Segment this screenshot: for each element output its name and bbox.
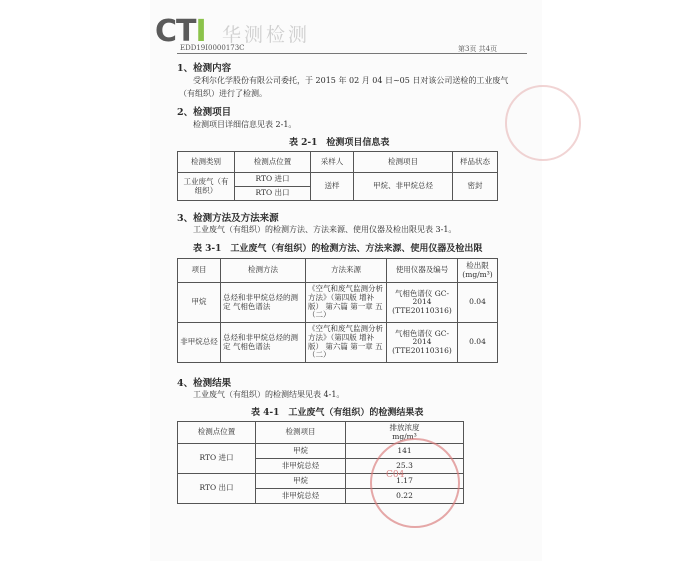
source-cell: 《空气和废气监测分析方法》（第四版 增补版） 第六篇 第一章 五（二） [306, 323, 387, 363]
section-1-text-line2: （有组织）进行了检测。 [179, 89, 267, 98]
value-cell: 1.17 [346, 474, 464, 489]
item-cell: 甲烷 [256, 474, 346, 489]
item-cell: 甲烷 [256, 444, 346, 459]
header-divider [177, 53, 527, 54]
method-cell: 总烃和非甲烷总烃的测定 气相色谱法 [221, 323, 306, 363]
point-cell: RTO 进口 [235, 173, 311, 187]
header-cell: 样品状态 [453, 152, 498, 173]
header-cell: 项目 [178, 259, 221, 283]
point-cell: RTO 出口 [235, 187, 311, 201]
header-cell: 检测项目 [354, 152, 453, 173]
section-2-title: 2、检测项目 [177, 107, 232, 118]
value-cell: 25.3 [346, 459, 464, 474]
section-4-title: 4、检测结果 [177, 378, 232, 389]
section-3-text: 工业废气（有组织）的检测方法、方法来源、使用仪器及检出限见表 3-1。 [193, 225, 457, 234]
section-1-text-line1: 受利尔化学股份有限公司委托，于 2015 年 02 月 04 日~05 日对该公司送检的工业废气 [193, 76, 509, 85]
table-row [178, 173, 498, 187]
table-2-1 [177, 151, 498, 201]
page-number: 第3页 共4页 [458, 45, 498, 53]
limit-cell: 0.04 [458, 323, 498, 363]
header-watermark: 华测检测 [222, 24, 311, 46]
table-2-1-caption: 表 2-1 检测项目信息表 [289, 138, 390, 148]
section-1-title: 1、检测内容 [177, 63, 232, 74]
section-4-text: 工业废气（有组织）的检测结果见表 4-1。 [193, 390, 345, 399]
table-header-row [178, 152, 498, 173]
item-cell: 非甲烷总烃 [256, 459, 346, 474]
table-header-row [178, 259, 498, 283]
table-3-1 [177, 258, 498, 363]
seal-code-mark: C04 [386, 470, 405, 480]
header-cell: 使用仪器及编号 [387, 259, 458, 283]
items-cell: 甲烷、非甲烷总烃 [354, 173, 453, 201]
limit-cell: 0.04 [458, 283, 498, 323]
value-cell: 141 [346, 444, 464, 459]
cti-logo: CTI [155, 14, 206, 49]
conc-header: 排放浓度 [389, 422, 420, 432]
point-cell: RTO 进口 [178, 444, 256, 474]
section-3-title: 3、检测方法及方法来源 [177, 213, 279, 224]
edge-seal-stamp [505, 85, 581, 161]
item-cell: 甲烷 [178, 283, 221, 323]
report-number: EDD19I0000173C [180, 44, 245, 52]
section-2-text: 检测项目详细信息见表 2-1。 [193, 120, 297, 129]
limit-unit: (mg/m³) [462, 269, 493, 279]
header-cell: 检测方法 [221, 259, 306, 283]
table-row [178, 283, 498, 323]
instrument-cell: 气相色谱仪 GC-2014 (TTE20110316) [387, 283, 458, 323]
item-cell: 非甲烷总烃 [256, 489, 346, 504]
method-cell: 总烃和非甲烷总烃的测定 气相色谱法 [221, 283, 306, 323]
table-row [178, 323, 498, 363]
sampler-cell: 送样 [311, 173, 354, 201]
conc-unit: mg/m³ [392, 431, 417, 441]
header-cell: 方法来源 [306, 259, 387, 283]
header-cell: 检测点位置 [235, 152, 311, 173]
state-cell: 密封 [453, 173, 498, 201]
source-cell: 《空气和废气监测分析方法》（第四版 增补版） 第六篇 第一章 五（二） [306, 283, 387, 323]
inspection-seal-stamp [370, 438, 460, 528]
header-cell: 检测类别 [178, 152, 235, 173]
category-cell: 工业废气（有组织） [178, 173, 235, 201]
limit-header: 检出限 [466, 260, 489, 270]
instrument-cell: 气相色谱仪 GC-2014 (TTE20110316) [387, 323, 458, 363]
table-3-1-caption: 表 3-1 工业废气（有组织）的检测方法、方法来源、使用仪器及检出限 [193, 244, 483, 254]
header-cell: 检测项目 [256, 422, 346, 444]
header-cell [458, 259, 498, 283]
item-cell: 非甲烷总烃 [178, 323, 221, 363]
table-4-1-caption: 表 4-1 工业废气（有组织）的检测结果表 [251, 408, 424, 418]
header-cell: 采样人 [311, 152, 354, 173]
value-cell: 0.22 [346, 489, 464, 504]
point-cell: RTO 出口 [178, 474, 256, 504]
header-cell: 检测点位置 [178, 422, 256, 444]
